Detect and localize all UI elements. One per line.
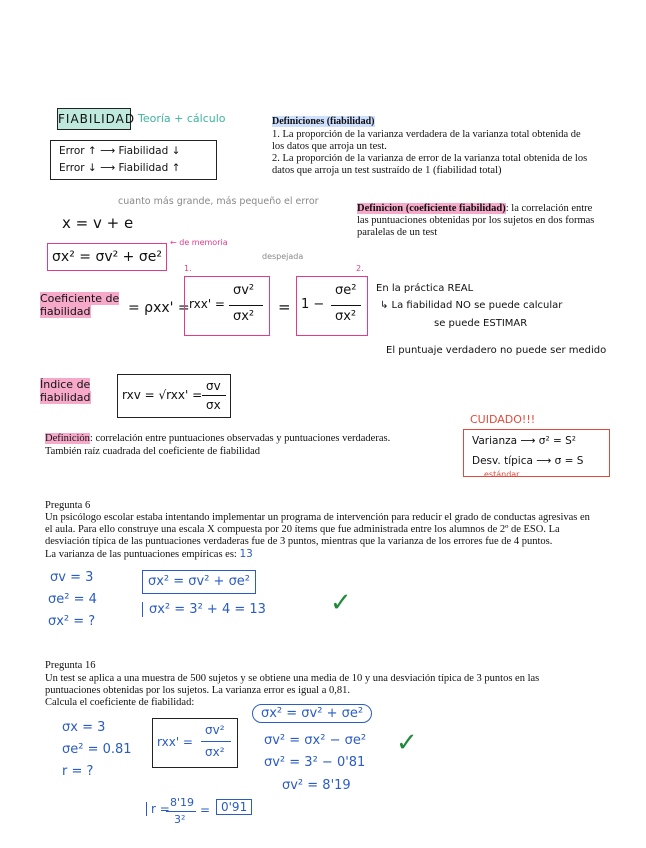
caution-title: CUIDADO!!! (470, 413, 536, 426)
q16-result-line (166, 811, 196, 812)
q16-formula-box (152, 718, 238, 768)
index-definition-2: También raíz cuadrada del coeficiente de fiabilidad (45, 446, 260, 457)
q16-w2: σe² = 0.81 (62, 742, 132, 757)
index-num: σv (206, 379, 221, 393)
index-den: σx (206, 398, 221, 412)
number-2: 2. (356, 264, 364, 273)
q6-w1: σv = 3 (50, 570, 94, 585)
q16-result-eq: = (200, 803, 211, 817)
q16-rxx: rxx' = (157, 735, 193, 749)
caution-line-1: Varianza ⟶ σ² = S² (472, 435, 577, 447)
index-eq: rxv = √rxx' = (122, 388, 203, 402)
model-note: cuanto más grande, más pequeño el error (118, 196, 319, 207)
despejada-note: despejada (262, 252, 304, 261)
q16-w1: σx = 3 (62, 720, 106, 735)
q6-w3: σx² = ? (48, 614, 96, 629)
q16-check-icon: ✓ (396, 728, 418, 758)
q16-result-den: 3² (174, 813, 186, 826)
practice-1: En la práctica REAL (376, 283, 474, 294)
q16-w3: r = ? (62, 764, 94, 779)
memo-note: ← de memoria (170, 238, 228, 247)
definition-2: 2. La proporción de la varianza de error de la varianza total obtenida de los datos que arroja un test sustraído de 1 (fiabilidad total) (272, 153, 588, 176)
coef-rho: = ρxx' = (128, 300, 190, 316)
q6-check-icon: ✓ (330, 588, 352, 618)
q16-text: Un test se aplica a una muestra de 500 sujetos y se obtiene una media de 10 y una desviación típica de 3 puntos en las puntuaciones obtenidas por los sujetos. La varianza error es igual a 0,81. (45, 673, 540, 696)
q16-step-1: σx² = σv² + σe² (252, 704, 372, 723)
coef-formula-1 (184, 276, 270, 336)
q6-w2: σe² = 4 (48, 592, 97, 607)
frac1-num: σv² (233, 283, 255, 298)
index-formula (117, 374, 231, 418)
variance-equation: σx² = σv² + σe² (47, 243, 167, 271)
frac1-line (229, 305, 263, 306)
q16-step-4: σv² = 8'19 (282, 778, 351, 793)
q16-step-3: σv² = 3² − 0'81 (264, 755, 366, 770)
q6-formula: σx² = σv² + σe² (142, 570, 256, 594)
q16-den: σx² (205, 745, 225, 759)
q16-result: 0'91 (216, 799, 252, 815)
index-line (202, 395, 226, 396)
frac2-den: σx² (335, 309, 357, 324)
q16-num: σv² (205, 723, 225, 737)
definition-1: 1. La proporción de la varianza verdadera de la varianza total obtenida de los datos que arroja un test. (272, 129, 581, 152)
relation-box (50, 140, 217, 180)
coef-label: Coeficiente de fiabilidad (40, 292, 120, 318)
model-equation: x = v + e (62, 214, 134, 232)
q6-answer: 13 (239, 548, 253, 560)
q16-step-2: σv² = σx² − σe² (264, 733, 367, 748)
coef-equals: = (278, 298, 291, 316)
coef-definition: Definicion (coeficiente fiabilidad): la correlación entre las puntuaciones obtenidas por los sujetos en dos formas paralelas de un test (357, 203, 595, 238)
q6-text: Un psicólogo escolar estaba intentando implementar un programa de intervención para reducir el grado de conductas agresivas en el aula. Para ello construye una escala X compuesta por 20 ítems que fue administrada entre los alumnos de 2º de ESO. La desviación típica de las puntuaciones verdaderas fue de 3 puntos, mientras que la varianza de los errores fue de 4 puntos. (45, 512, 590, 547)
index-definition: Definición: correlación entre puntuaciones observadas y puntuaciones verdaderas. (45, 433, 391, 444)
definitions-title: Definiciones (fiabilidad) (272, 116, 375, 127)
caution-line-2: Desv. típica ⟶ σ = S (472, 455, 584, 467)
relation-line-1: Error ↑ ⟶ Fiabilidad ↓ (59, 145, 181, 157)
q16-line (201, 741, 231, 742)
q16-ask: Calcula el coeficiente de fiabilidad: (45, 697, 195, 708)
frac2-line (331, 305, 361, 306)
caution-estandar: estándar (484, 470, 520, 479)
one-minus: 1 − (301, 297, 325, 312)
subtitle: Teoría + cálculo (138, 112, 226, 125)
index-label: Índice de fiabilidad (40, 378, 91, 404)
q16-result-num: 8'19 (170, 796, 195, 809)
relation-line-2: Error ↓ ⟶ Fiabilidad ↑ (59, 162, 181, 174)
number-1: 1. (184, 264, 192, 273)
practice-2: ↳ La fiabilidad NO se puede calcular (380, 300, 563, 311)
q16-result-label: r = (146, 802, 170, 816)
coef-rxx: rxx' = (189, 297, 225, 311)
coef-formula-2 (296, 276, 368, 336)
q6-title: Pregunta 6 (45, 500, 91, 511)
q6-calc: σx² = 3² + 4 = 13 (142, 602, 266, 617)
q16-title: Pregunta 16 (45, 660, 96, 671)
frac2-num: σe² (335, 283, 357, 298)
practice-3: se puede ESTIMAR (434, 318, 528, 329)
practice-4: El puntuaje verdadero no puede ser medido (386, 345, 607, 356)
q6-ask: La varianza de las puntuaciones empíricas es: 13 (45, 548, 253, 560)
fiabilidad-title: FIABILIDAD (57, 108, 131, 130)
frac1-den: σx² (233, 309, 255, 324)
